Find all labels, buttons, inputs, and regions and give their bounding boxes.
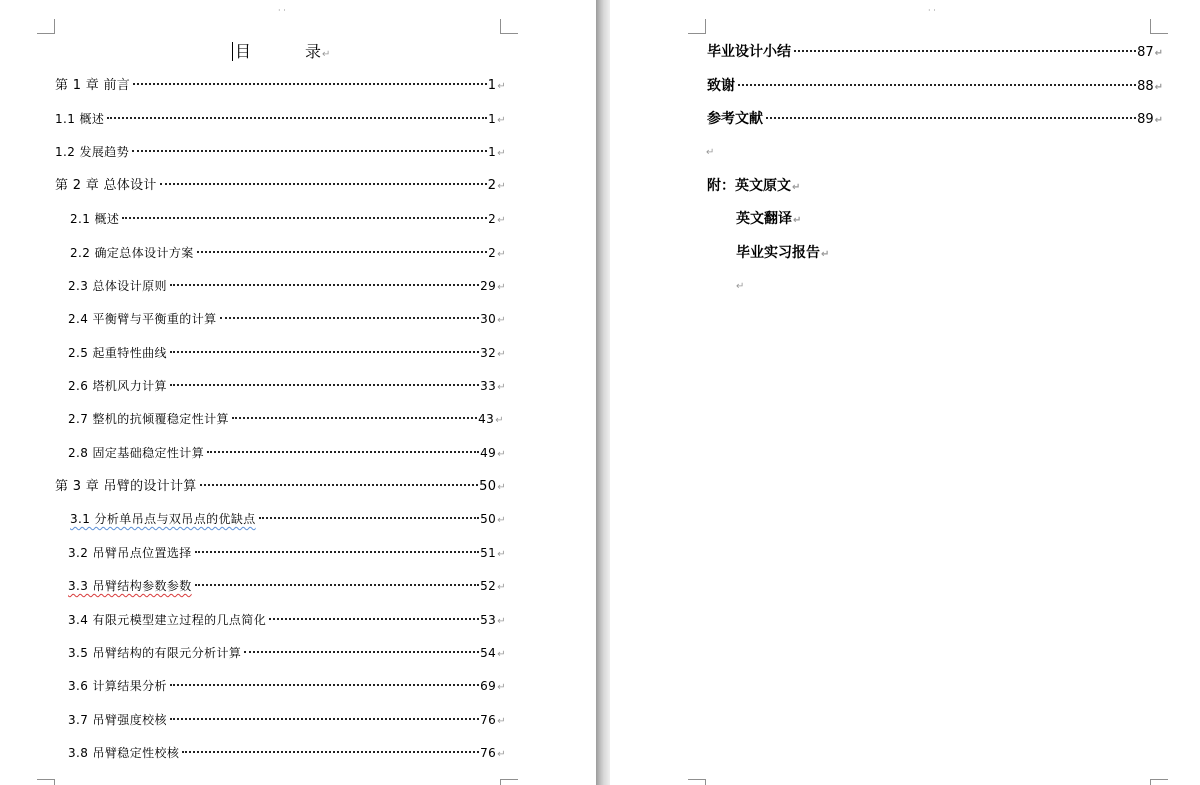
paragraph-mark: ↵ bbox=[497, 181, 506, 192]
paragraph-mark: ↵ bbox=[497, 515, 506, 526]
toc-entry[interactable] bbox=[68, 578, 506, 596]
toc-entry-label: 3.2 吊臂吊点位置选择 bbox=[68, 546, 192, 560]
paragraph-mark: ↵ bbox=[497, 81, 506, 92]
toc-entry-page: 69 bbox=[480, 679, 497, 693]
toc-entry-page: 50 bbox=[479, 479, 497, 494]
dot-leader bbox=[182, 751, 479, 753]
toc-entry-label: 1.1 概述 bbox=[55, 112, 105, 126]
toc-entry-page: 2 bbox=[487, 178, 497, 193]
toc-entry[interactable] bbox=[55, 178, 506, 195]
paragraph-mark: ↵ bbox=[1154, 48, 1163, 59]
dot-leader bbox=[738, 84, 1136, 86]
appendix-line[interactable] bbox=[736, 211, 801, 229]
toc-entry-label: 2.6 塔机风力计算 bbox=[68, 379, 167, 393]
toc-entry[interactable] bbox=[707, 111, 1163, 129]
paragraph-mark: ↵ bbox=[497, 616, 506, 627]
toc-entry-page: 50 bbox=[480, 512, 497, 526]
paragraph-mark: ↵ bbox=[497, 749, 506, 760]
header-marker: · · bbox=[278, 6, 286, 15]
paragraph-mark: ↵ bbox=[497, 215, 506, 226]
toc-entry-label: 2.1 概述 bbox=[70, 212, 120, 226]
toc-entry-label: 3.4 有限元模型建立过程的几点简化 bbox=[68, 613, 267, 627]
paragraph-mark: ↵ bbox=[736, 281, 745, 292]
paragraph-mark: ↵ bbox=[1154, 115, 1163, 126]
paragraph-mark: ↵ bbox=[706, 147, 715, 158]
toc-entry[interactable] bbox=[70, 211, 506, 229]
toc-entry-page: 53 bbox=[480, 613, 497, 627]
paragraph-mark: ↵ bbox=[497, 115, 506, 126]
paragraph-mark: ↵ bbox=[497, 349, 506, 360]
paragraph-mark: ↵ bbox=[495, 415, 504, 426]
toc-entry-page: 29 bbox=[480, 279, 497, 293]
toc-entry-label: 第 2 章 总体设计 bbox=[55, 178, 157, 193]
dot-leader bbox=[244, 651, 479, 653]
paragraph-mark: ↵ bbox=[497, 716, 506, 727]
page-gutter bbox=[596, 0, 610, 785]
toc-entry-page: 76 bbox=[480, 713, 497, 727]
toc-entry[interactable] bbox=[68, 645, 506, 663]
dot-leader bbox=[766, 117, 1136, 119]
toc-entry-page: 2 bbox=[488, 246, 497, 260]
paragraph-mark: ↵ bbox=[497, 148, 506, 159]
toc-entry-label: 3.5 吊臂结构的有限元分析计算 bbox=[68, 646, 242, 660]
paragraph-mark: ↵ bbox=[792, 182, 801, 193]
paragraph-mark: ↵ bbox=[497, 649, 506, 660]
toc-title-char-1: 目 bbox=[232, 42, 251, 61]
toc-entry-page: 49 bbox=[480, 446, 497, 460]
dot-leader bbox=[170, 384, 479, 386]
toc-entry[interactable] bbox=[55, 479, 506, 496]
toc-entry[interactable] bbox=[68, 745, 506, 763]
dot-leader bbox=[269, 618, 479, 620]
toc-entry-page: 52 bbox=[480, 579, 497, 593]
toc-entry-label: 2.2 确定总体设计方案 bbox=[70, 246, 194, 260]
dot-leader bbox=[794, 50, 1136, 52]
dot-leader bbox=[220, 317, 480, 319]
paragraph-mark: ↵ bbox=[497, 482, 506, 493]
toc-entry[interactable] bbox=[68, 545, 506, 563]
crop-mark-bottom-left bbox=[37, 779, 55, 785]
paragraph-mark: ↵ bbox=[497, 682, 506, 693]
toc-entry-label: 致谢 bbox=[707, 78, 735, 94]
toc-entry-label: 2.7 整机的抗倾覆稳定性计算 bbox=[68, 412, 229, 426]
toc-entry-label: 2.3 总体设计原则 bbox=[68, 279, 167, 293]
toc-entry-page: 33 bbox=[480, 379, 497, 393]
dot-leader bbox=[170, 684, 479, 686]
dot-leader bbox=[197, 251, 487, 253]
paragraph-mark: ↵ bbox=[497, 549, 506, 560]
dot-leader bbox=[132, 150, 487, 152]
crop-mark-top-left bbox=[688, 19, 706, 34]
crop-mark-bottom-right bbox=[500, 779, 518, 785]
appendix-line[interactable] bbox=[707, 178, 800, 196]
toc-entry[interactable] bbox=[55, 144, 506, 162]
toc-entry-page: 1 bbox=[488, 145, 497, 159]
paragraph-mark: ↵ bbox=[1154, 82, 1163, 93]
toc-entry-page: 30 bbox=[480, 312, 497, 326]
paragraph-mark: ↵ bbox=[497, 382, 506, 393]
dot-leader bbox=[170, 718, 479, 720]
paragraph-mark: ↵ bbox=[497, 282, 506, 293]
toc-entry-page: 1 bbox=[487, 78, 497, 93]
document-page-left[interactable] bbox=[0, 0, 596, 785]
toc-entry[interactable] bbox=[707, 78, 1163, 96]
toc-entry[interactable] bbox=[68, 411, 504, 429]
toc-entry-label: 3.6 计算结果分析 bbox=[68, 679, 167, 693]
crop-mark-top-left bbox=[37, 19, 55, 34]
paragraph-mark: ↵ bbox=[497, 249, 506, 260]
toc-entry[interactable] bbox=[68, 445, 506, 463]
appendix-prefix: 附： bbox=[707, 178, 735, 194]
toc-entry[interactable] bbox=[68, 311, 506, 329]
toc-entry-label: 1.2 发展趋势 bbox=[55, 145, 130, 159]
toc-entry[interactable] bbox=[68, 345, 506, 363]
appendix-line[interactable] bbox=[736, 245, 829, 263]
toc-entry-page: 51 bbox=[480, 546, 497, 560]
toc-entry-label: 毕业设计小结 bbox=[707, 44, 791, 60]
toc-entry-label: 3.7 吊臂强度校核 bbox=[68, 713, 167, 727]
crop-mark-bottom-left bbox=[688, 779, 706, 785]
toc-entry[interactable] bbox=[68, 712, 506, 730]
paragraph-mark: ↵ bbox=[793, 215, 802, 226]
toc-entry[interactable] bbox=[68, 612, 506, 630]
toc-entry-label: 3.3 吊臂结构参数参数 bbox=[68, 579, 192, 593]
appendix-item: 英文翻译 bbox=[736, 211, 792, 227]
toc-entry-page: 54 bbox=[480, 646, 497, 660]
toc-entry-label: 2.8 固定基础稳定性计算 bbox=[68, 446, 205, 460]
dot-leader bbox=[107, 117, 487, 119]
toc-entry[interactable] bbox=[70, 245, 506, 263]
toc-entry-label: 第 1 章 前言 bbox=[55, 78, 131, 93]
toc-entry[interactable] bbox=[55, 111, 506, 129]
toc-entry-label: 2.4 平衡臂与平衡重的计算 bbox=[68, 312, 217, 326]
toc-entry-page: 89 bbox=[1137, 112, 1154, 127]
paragraph-mark: ↵ bbox=[322, 49, 331, 60]
dot-leader bbox=[232, 417, 477, 419]
toc-title[interactable] bbox=[232, 42, 330, 65]
paragraph-mark: ↵ bbox=[497, 582, 506, 593]
crop-mark-top-right bbox=[1150, 19, 1168, 34]
dot-leader bbox=[160, 183, 487, 185]
crop-mark-top-right bbox=[500, 19, 518, 34]
header-marker: · · bbox=[928, 6, 936, 15]
toc-title-char-2: 录 bbox=[305, 42, 322, 61]
toc-entry-label: 第 3 章 吊臂的设计计算 bbox=[55, 479, 197, 494]
dot-leader bbox=[200, 484, 479, 486]
toc-entry-page: 87 bbox=[1137, 45, 1154, 60]
toc-entry[interactable] bbox=[68, 678, 506, 696]
dot-leader bbox=[133, 83, 487, 85]
dot-leader bbox=[170, 351, 479, 353]
toc-entry[interactable] bbox=[707, 44, 1163, 62]
toc-entry-label: 参考文献 bbox=[707, 111, 763, 127]
paragraph-mark: ↵ bbox=[497, 315, 506, 326]
dot-leader bbox=[207, 451, 479, 453]
paragraph-mark: ↵ bbox=[497, 449, 506, 460]
dot-leader bbox=[170, 284, 479, 286]
appendix-item: 英文原文 bbox=[735, 178, 791, 194]
toc-entry[interactable] bbox=[68, 278, 506, 296]
toc-entry-label: 2.5 起重特性曲线 bbox=[68, 346, 167, 360]
toc-entry-label: 3.8 吊臂稳定性校核 bbox=[68, 746, 180, 760]
appendix-item: 毕业实习报告 bbox=[736, 245, 820, 261]
toc-entry[interactable] bbox=[68, 378, 506, 396]
dot-leader bbox=[195, 551, 479, 553]
toc-entry-label: 3.1 分析单吊点与双吊点的优缺点 bbox=[70, 512, 256, 526]
paragraph-mark: ↵ bbox=[821, 249, 830, 260]
dot-leader bbox=[122, 217, 487, 219]
dot-leader bbox=[195, 584, 479, 586]
toc-entry[interactable] bbox=[55, 78, 506, 95]
toc-entry-page: 76 bbox=[480, 746, 497, 760]
toc-entry[interactable] bbox=[70, 511, 506, 529]
toc-entry-page: 88 bbox=[1137, 79, 1154, 94]
dot-leader bbox=[259, 517, 479, 519]
toc-entry-page: 43 bbox=[478, 412, 495, 426]
toc-entry-page: 2 bbox=[488, 212, 497, 226]
toc-entry-page: 1 bbox=[488, 112, 497, 126]
toc-entry-page: 32 bbox=[480, 346, 497, 360]
crop-mark-bottom-right bbox=[1150, 779, 1168, 785]
document-page-right[interactable] bbox=[610, 0, 1200, 785]
